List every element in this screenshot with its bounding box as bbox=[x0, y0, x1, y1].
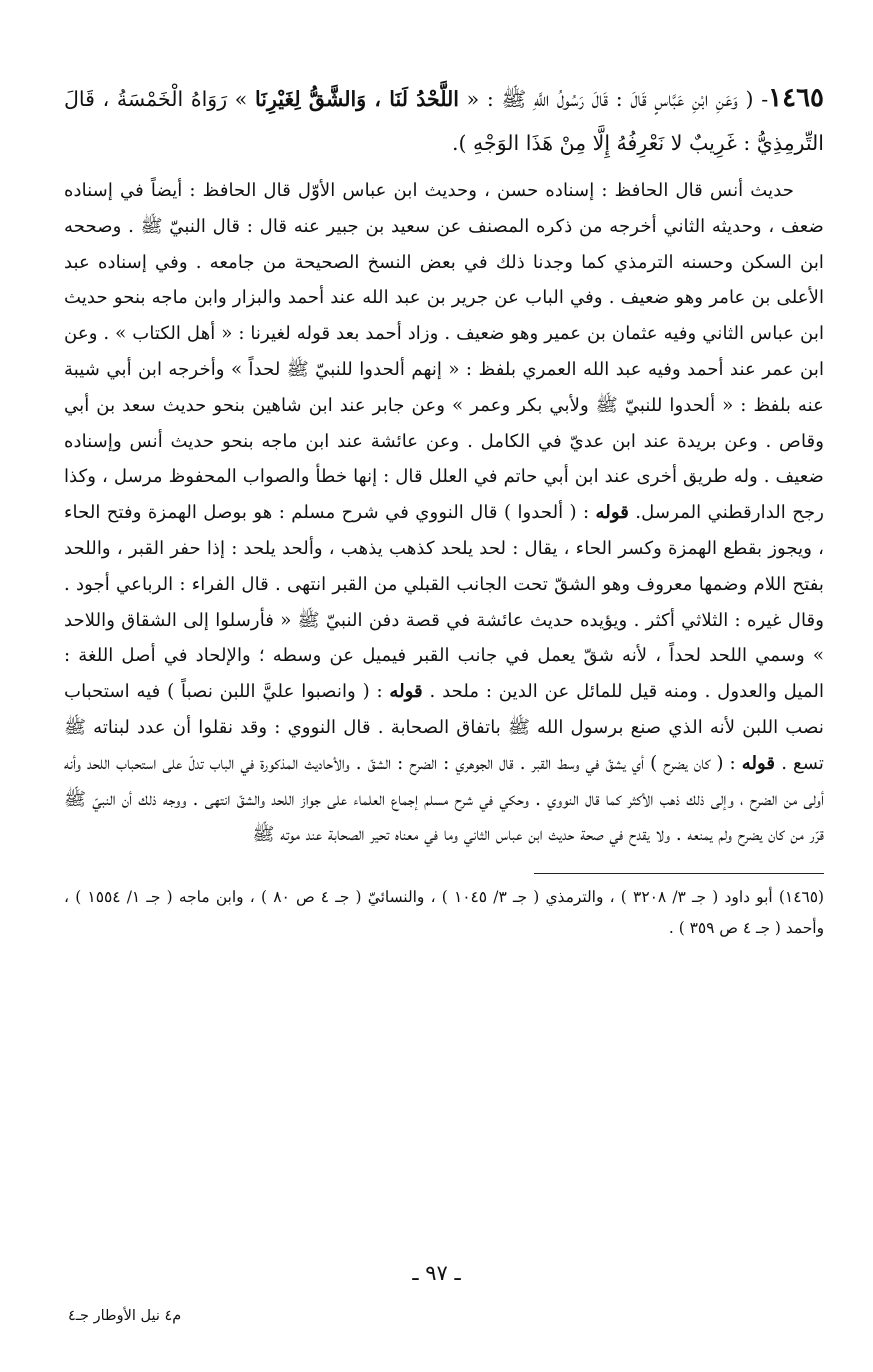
keyword-qawluh-2: قوله bbox=[389, 681, 423, 703]
hadith-intro: - ( وَعَنِ ابْنِ عَبَّاسٍ قَالَ : قَالَ رَسُولُ اللَّهِ ﷺ : « bbox=[459, 87, 769, 111]
commentary-part-1: حديث أنس قال الحافظ : إسناده حسن ، وحديث ابن عباس الأوّل قال الحافظ : أيضاً في إسناده ضعف ، وحديثه الثاني أخرجه من ذكره المصنف عن سعيد بن جبير عنه قال : قال النبيّ ﷺ . وصححه ابن السكن وحسنه الترمذي كما وجدنا ذلك في بعض النسخ الصحيحة من جامعه . وفي إسناده عبد الأعلى بن عامر وهو ضعيف . وفي الباب عن جرير بن عبد الله عند أحمد والبزار وابن ماجه بنحو حديث ابن عباس الثاني وفيه عثمان بن عمير وهو ضعيف . وزاد أحمد بعد قوله لغيرنا : « أهل الكتاب » . وعن ابن عمر عند أحمد وفيه عبد الله العمري بلفظ : « إنهم ألحدوا للنبيّ ﷺ لحداً » وأخرجه ابن أبي شيبة عنه بلفظ : « ألحدوا للنبيّ ﷺ ولأبي بكر وعمر » وعن جابر عند ابن شاهين بنحو حديث سعد بن أبي وقاص . وعن بريدة عند ابن عديّ في الكامل . وعن عائشة عند ابن ماجه بنحو حديث أنس وإسناده ضعيف . وله طريق أخرى عند ابن أبي حاتم في العلل قال : إنها خطأ والصواب المحفوظ مرسل ، وكذا رجح الدارقطني المرسل. bbox=[64, 180, 824, 524]
hadith-text bbox=[64, 76, 824, 165]
keyword-qawluh-1: قوله bbox=[595, 502, 629, 524]
hadith-matn: اللَّحْدُ لَنَا ، وَالشَّقُّ لِغَيْرِنَا bbox=[255, 87, 459, 111]
hadith-source: » رَوَاهُ الْخَمْسَةُ ، قَالَ التِّرمِذِيُّ : غَرِيبٌ لا نَعْرِفُهُ إِلَّا مِنْ هَذَا الوَجْهِ ). bbox=[64, 87, 824, 155]
commentary-part-2: : ( ألحدوا ) قال النووي في شرح مسلم : هو بوصل الهمزة وفتح الحاء ، ويجوز بقطع الهمزة وكسر الحاء ، يقال : لحد يلحد كذهب يذهب ، وألحد يلحد : إذا حفر القبر ، واللحد بفتح اللام وضمها معروف وهو الشقّ تحت الجانب القبلي من القبر انتهى . قال الفراء : الرباعي أجود . وقال غيره : الثلاثي أكثر . ويؤيده حديث عائشة في قصة دفن النبيّ ﷺ « فأرسلوا إلى الشقاق واللاحد » وسمي اللحد لحداً ، لأنه شقّ يعمل في جانب القبر فيميل عن وسطه ؛ والإلحاد في أصل اللغة : الميل والعدول . ومنه قيل للمائل عن الدين : ملحد . bbox=[64, 502, 824, 703]
footnote-separator bbox=[534, 873, 824, 874]
page-number: ـ ٩٧ ـ bbox=[412, 1261, 461, 1285]
page-body bbox=[64, 76, 824, 944]
commentary-paragraph bbox=[64, 173, 824, 853]
commentary-part-3: : ( وانصبوا عليَّ اللبن نصباً ) فيه استحباب نصب اللبن لأنه الذي صنع برسول الله ﷺ باتفاق الصحابة . قال النووي : وقد نقلوا أن عدد لبناته ﷺ تسع . bbox=[64, 681, 824, 774]
footnote: (١٤٦٥) أبو داود ( جـ ٣/ ٣٢٠٨ ) ، والترمذي ( جـ ٣/ ١٠٤٥ ) ، والنسائيّ ( جـ ٤ ص ٨٠ ) ، وابن ماجه ( جـ ١/ ١٥٥٤ ) ، وأحمد ( جـ ٤ ص ٣٥٩ ) . bbox=[64, 888, 825, 938]
commentary-part-4: : ( كان يضرح ) أي يشقّ في وسط القبر . قال الجوهري : الضرح : الشقّ . والأحاديث المذكورة في الباب تدلّ على استحباب اللحد وأنه أولى من الضرح ، وإلى ذلك ذهب الأكثر كما قال النووي . وحكي في شرح مسلم إجماع العلماء على جواز اللحد والشقّ انتهى . ووجه ذلك أن النبيّ ﷺ قرّر من كان يضرح ولم يمنعه . ولا يقدح في صحة حديث ابن عباس الثاني وما في معناه تحير الصحابة عند موته ﷺ bbox=[64, 752, 824, 846]
keyword-qawluh-3: قوله bbox=[741, 752, 776, 774]
signature-mark: م٤ نيل الأوطار جـ٤ bbox=[68, 1308, 182, 1324]
hadith-number: ١٤٦٥ bbox=[768, 83, 824, 113]
